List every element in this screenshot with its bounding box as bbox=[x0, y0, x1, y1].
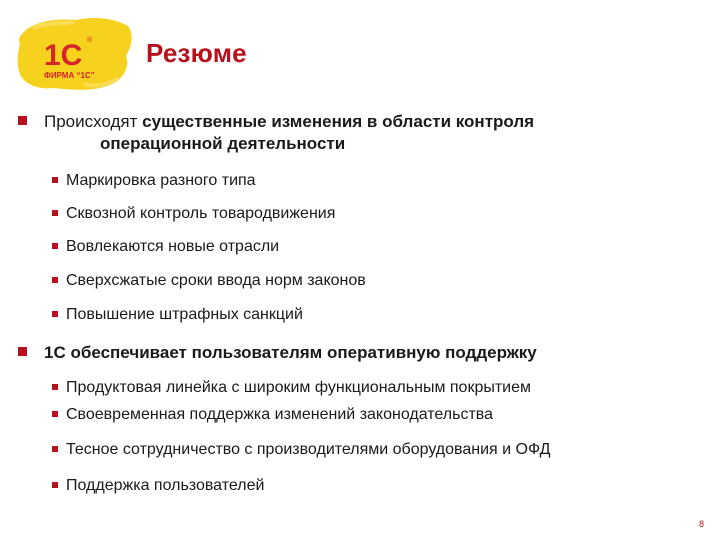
sub-bullet-text: Поддержка пользователей bbox=[66, 477, 265, 494]
sub-bullet-text: Продуктовая линейка с широким функциональным покрытием bbox=[66, 379, 532, 396]
logo-1c bbox=[14, 12, 136, 94]
sub-bullet-square-icon bbox=[52, 311, 58, 317]
sub-bullet-text: Вовлекаются новые отрасли bbox=[66, 238, 280, 255]
sub-bullet-square-icon bbox=[52, 277, 58, 283]
sub-bullet-square-icon bbox=[52, 411, 58, 417]
logo-mark: 1С bbox=[44, 39, 83, 72]
bullet-emphasis: 1С обеспечивает пользователям оперативную поддержку bbox=[44, 343, 537, 362]
sub-bullet-text: Сквозной контроль товародвижения bbox=[66, 205, 336, 222]
sub-bullet-square-icon bbox=[52, 446, 58, 452]
sub-bullet-text: Сверхсжатые сроки ввода норм законов bbox=[66, 272, 366, 289]
bullet-continuation: операционной деятельности bbox=[100, 134, 346, 153]
sub-bullet-square-icon bbox=[52, 243, 58, 249]
bullet-emphasis: существенные изменения в области контроля bbox=[142, 112, 535, 131]
logo-splash-graphic bbox=[14, 12, 136, 94]
bullet-text bbox=[44, 111, 534, 133]
page-number: 8 bbox=[698, 519, 704, 529]
logo-registered: ® bbox=[87, 37, 93, 44]
bullet-square-icon bbox=[18, 347, 27, 356]
sub-bullet-text: Повышение штрафных санкций bbox=[66, 306, 303, 323]
bullet-lead: Происходят bbox=[44, 112, 143, 131]
sub-bullet-square-icon bbox=[52, 482, 58, 488]
sub-bullet-text: Маркировка разного типа bbox=[66, 172, 256, 189]
slide-title: Резюме bbox=[146, 38, 247, 68]
logo-caption: ФИРМА “1С” bbox=[44, 71, 95, 80]
bullet-square-icon bbox=[18, 116, 27, 125]
sub-bullet-square-icon bbox=[52, 177, 58, 183]
sub-bullet-square-icon bbox=[52, 384, 58, 390]
sub-bullet-text: Своевременная поддержка изменений законодательства bbox=[66, 406, 493, 423]
sub-bullet-square-icon bbox=[52, 210, 58, 216]
sub-bullet-text: Тесное сотрудничество с производителями оборудования и ОФД bbox=[66, 441, 551, 458]
